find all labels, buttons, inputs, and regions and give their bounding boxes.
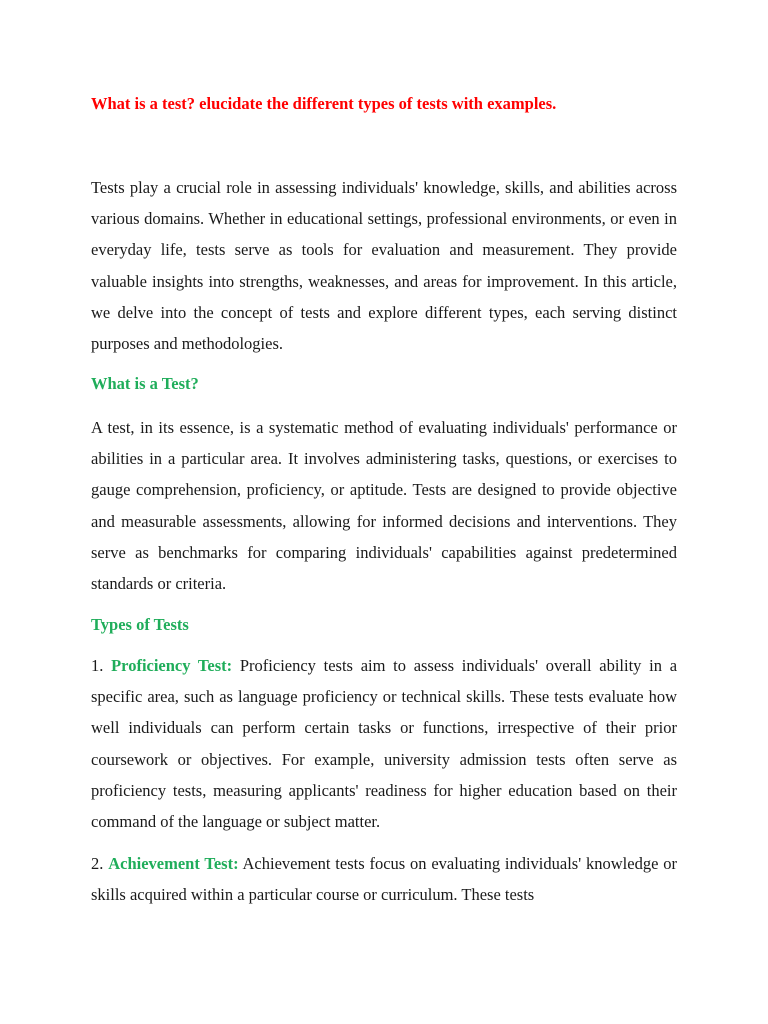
list-item-proficiency-test — [91, 650, 677, 837]
section-heading-types-of-tests: Types of Tests — [91, 615, 189, 634]
what-is-a-test-paragraph: A test, in its essence, is a systematic method of evaluating individuals' performance or abilities in a particular area. It involves administering tasks, questions, or exercises to gauge comprehension, proficiency, or aptitude. Tests are designed to provide objective and measurable assessments, allowing for informed decisions and interventions. They serve as benchmarks for comparing individuals' capabilities against predetermined standards or criteria. — [91, 418, 677, 594]
list-item-term: Proficiency Test: — [111, 656, 233, 675]
document-title: What is a test? elucidate the different types of tests with examples. — [91, 94, 557, 113]
list-item-body: Proficiency tests aim to assess individuals' overall ability in a specific area, such as language proficiency or technical skills. These tests evaluate how well individuals can perform certain tasks or functions, irrespective of their prior coursework or objectives. For example, university admission tests often serve as proficiency tests, measuring applicants' readiness for higher education based on their command of the language or subject matter. — [91, 656, 678, 832]
intro-paragraph: Tests play a crucial role in assessing individuals' knowledge, skills, and abilities across various domains. Whether in educational settings, professional environments, or even in everyday life, tests serve as tools for evaluation and measurement. They provide valuable insights into strengths, weaknesses, and areas for improvement. In this article, we delve into the concept of tests and explore different types, each serving distinct purposes and methodologies. — [91, 178, 677, 354]
list-item-body: Achievement tests focus on evaluating individuals' knowledge or skills acquired within a particular course or curriculum. These tests — [91, 854, 677, 905]
section-heading-what-is-a-test: What is a Test? — [91, 374, 199, 393]
list-item-achievement-test — [91, 848, 677, 910]
list-item-term: Achievement Test: — [108, 854, 239, 873]
list-item-number: 1. — [91, 656, 104, 675]
list-item-number: 2. — [91, 854, 104, 873]
